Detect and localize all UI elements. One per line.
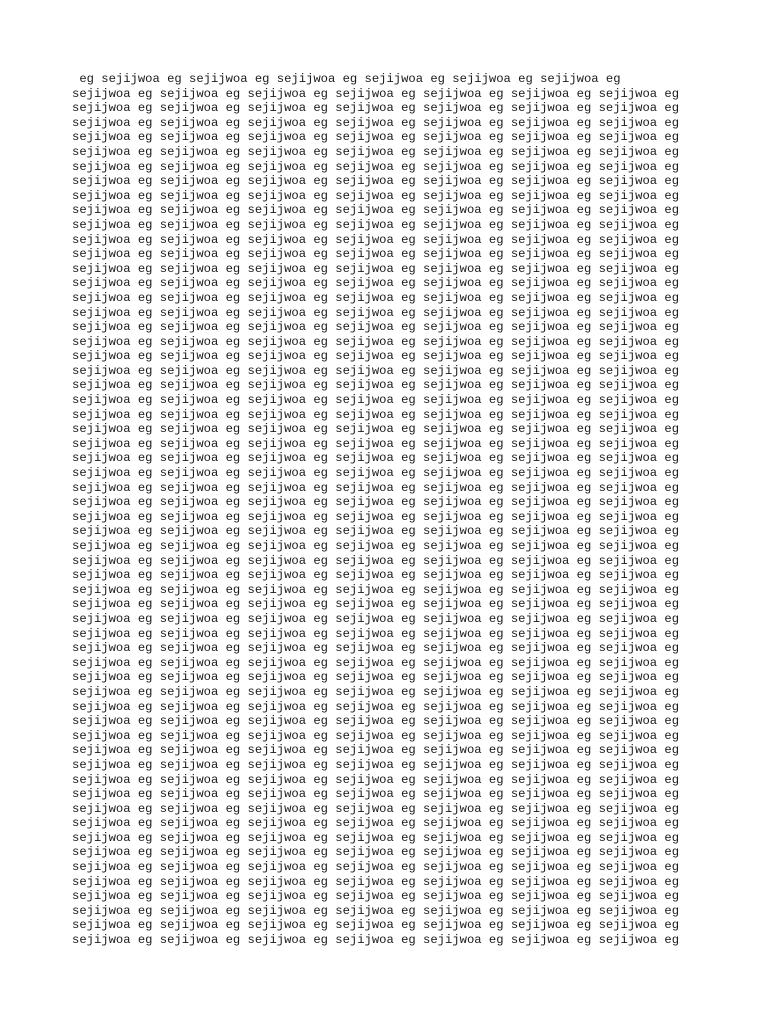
text-line: sejijwoa eg sejijwoa eg sejijwoa eg sejijwoa eg sejijwoa eg sejijwoa eg sejijwoa eg — [72, 174, 680, 189]
text-line: sejijwoa eg sejijwoa eg sejijwoa eg sejijwoa eg sejijwoa eg sejijwoa eg sejijwoa eg — [72, 611, 680, 626]
text-line: sejijwoa eg sejijwoa eg sejijwoa eg sejijwoa eg sejijwoa eg sejijwoa eg sejijwoa eg — [72, 582, 680, 597]
text-line: sejijwoa eg sejijwoa eg sejijwoa eg sejijwoa eg sejijwoa eg sejijwoa eg sejijwoa eg — [72, 305, 680, 320]
text-line: sejijwoa eg sejijwoa eg sejijwoa eg sejijwoa eg sejijwoa eg sejijwoa eg sejijwoa eg — [72, 101, 680, 116]
document-text-block — [72, 72, 712, 948]
text-line: sejijwoa eg sejijwoa eg sejijwoa eg sejijwoa eg sejijwoa eg sejijwoa eg sejijwoa eg — [72, 232, 680, 247]
text-line: sejijwoa eg sejijwoa eg sejijwoa eg sejijwoa eg sejijwoa eg sejijwoa eg sejijwoa eg — [72, 670, 680, 685]
text-line: sejijwoa eg sejijwoa eg sejijwoa eg sejijwoa eg sejijwoa eg sejijwoa eg sejijwoa eg — [72, 349, 680, 364]
text-line: sejijwoa eg sejijwoa eg sejijwoa eg sejijwoa eg sejijwoa eg sejijwoa eg sejijwoa eg — [72, 159, 680, 174]
text-line: sejijwoa eg sejijwoa eg sejijwoa eg sejijwoa eg sejijwoa eg sejijwoa eg sejijwoa eg — [72, 597, 680, 612]
text-line: sejijwoa eg sejijwoa eg sejijwoa eg sejijwoa eg sejijwoa eg sejijwoa eg sejijwoa eg — [72, 466, 680, 481]
text-line: sejijwoa eg sejijwoa eg sejijwoa eg sejijwoa eg sejijwoa eg sejijwoa eg sejijwoa eg — [72, 816, 680, 831]
text-line: sejijwoa eg sejijwoa eg sejijwoa eg sejijwoa eg sejijwoa eg sejijwoa eg sejijwoa eg — [72, 451, 680, 466]
text-line: sejijwoa eg sejijwoa eg sejijwoa eg sejijwoa eg sejijwoa eg sejijwoa eg sejijwoa eg — [72, 509, 680, 524]
text-line: sejijwoa eg sejijwoa eg sejijwoa eg sejijwoa eg sejijwoa eg sejijwoa eg sejijwoa eg — [72, 407, 680, 422]
text-line: sejijwoa eg sejijwoa eg sejijwoa eg sejijwoa eg sejijwoa eg sejijwoa eg sejijwoa eg — [72, 393, 680, 408]
text-line: sejijwoa eg sejijwoa eg sejijwoa eg sejijwoa eg sejijwoa eg sejijwoa eg sejijwoa eg — [72, 480, 680, 495]
text-line: sejijwoa eg sejijwoa eg sejijwoa eg sejijwoa eg sejijwoa eg sejijwoa eg sejijwoa eg — [72, 276, 680, 291]
text-line: sejijwoa eg sejijwoa eg sejijwoa eg sejijwoa eg sejijwoa eg sejijwoa eg sejijwoa eg — [72, 378, 680, 393]
text-line: sejijwoa eg sejijwoa eg sejijwoa eg sejijwoa eg sejijwoa eg sejijwoa eg sejijwoa eg — [72, 130, 680, 145]
text-line: sejijwoa eg sejijwoa eg sejijwoa eg sejijwoa eg sejijwoa eg sejijwoa eg sejijwoa eg — [72, 845, 680, 860]
text-line: sejijwoa eg sejijwoa eg sejijwoa eg sejijwoa eg sejijwoa eg sejijwoa eg sejijwoa eg — [72, 714, 680, 729]
text-line: sejijwoa eg sejijwoa eg sejijwoa eg sejijwoa eg sejijwoa eg sejijwoa eg sejijwoa eg — [72, 86, 680, 101]
text-line: sejijwoa eg sejijwoa eg sejijwoa eg sejijwoa eg sejijwoa eg sejijwoa eg sejijwoa eg — [72, 874, 680, 889]
text-line: sejijwoa eg sejijwoa eg sejijwoa eg sejijwoa eg sejijwoa eg sejijwoa eg sejijwoa eg — [72, 363, 680, 378]
text-line: sejijwoa eg sejijwoa eg sejijwoa eg sejijwoa eg sejijwoa eg sejijwoa eg sejijwoa eg — [72, 217, 680, 232]
text-line: sejijwoa eg sejijwoa eg sejijwoa eg sejijwoa eg sejijwoa eg sejijwoa eg sejijwoa eg — [72, 290, 680, 305]
text-line: sejijwoa eg sejijwoa eg sejijwoa eg sejijwoa eg sejijwoa eg sejijwoa eg sejijwoa eg — [72, 320, 680, 335]
text-line: sejijwoa eg sejijwoa eg sejijwoa eg sejijwoa eg sejijwoa eg sejijwoa eg sejijwoa eg — [72, 933, 680, 948]
text-line: sejijwoa eg sejijwoa eg sejijwoa eg sejijwoa eg sejijwoa eg sejijwoa eg sejijwoa eg — [72, 261, 680, 276]
text-line: sejijwoa eg sejijwoa eg sejijwoa eg sejijwoa eg sejijwoa eg sejijwoa eg sejijwoa eg — [72, 334, 680, 349]
text-line: sejijwoa eg sejijwoa eg sejijwoa eg sejijwoa eg sejijwoa eg sejijwoa eg sejijwoa eg — [72, 830, 680, 845]
text-line: sejijwoa eg sejijwoa eg sejijwoa eg sejijwoa eg sejijwoa eg sejijwoa eg sejijwoa eg — [72, 801, 680, 816]
text-line: sejijwoa eg sejijwoa eg sejijwoa eg sejijwoa eg sejijwoa eg sejijwoa eg sejijwoa eg — [72, 553, 680, 568]
text-line: sejijwoa eg sejijwoa eg sejijwoa eg sejijwoa eg sejijwoa eg sejijwoa eg sejijwoa eg — [72, 247, 680, 262]
text-line: sejijwoa eg sejijwoa eg sejijwoa eg sejijwoa eg sejijwoa eg sejijwoa eg sejijwoa eg — [72, 641, 680, 656]
text-line: sejijwoa eg sejijwoa eg sejijwoa eg sejijwoa eg sejijwoa eg sejijwoa eg sejijwoa eg — [72, 626, 680, 641]
text-line: sejijwoa eg sejijwoa eg sejijwoa eg sejijwoa eg sejijwoa eg sejijwoa eg sejijwoa eg — [72, 684, 680, 699]
text-line: sejijwoa eg sejijwoa eg sejijwoa eg sejijwoa eg sejijwoa eg sejijwoa eg sejijwoa eg — [72, 144, 680, 159]
text-line: sejijwoa eg sejijwoa eg sejijwoa eg sejijwoa eg sejijwoa eg sejijwoa eg sejijwoa eg — [72, 495, 680, 510]
text-line: sejijwoa eg sejijwoa eg sejijwoa eg sejijwoa eg sejijwoa eg sejijwoa eg sejijwoa eg — [72, 787, 680, 802]
text-line: sejijwoa eg sejijwoa eg sejijwoa eg sejijwoa eg sejijwoa eg sejijwoa eg sejijwoa eg — [72, 903, 680, 918]
text-line: sejijwoa eg sejijwoa eg sejijwoa eg sejijwoa eg sejijwoa eg sejijwoa eg sejijwoa eg — [72, 860, 680, 875]
text-line: sejijwoa eg sejijwoa eg sejijwoa eg sejijwoa eg sejijwoa eg sejijwoa eg sejijwoa eg — [72, 772, 680, 787]
text-line: sejijwoa eg sejijwoa eg sejijwoa eg sejijwoa eg sejijwoa eg sejijwoa eg sejijwoa eg — [72, 743, 680, 758]
text-line: sejijwoa eg sejijwoa eg sejijwoa eg sejijwoa eg sejijwoa eg sejijwoa eg sejijwoa eg — [72, 568, 680, 583]
text-line: sejijwoa eg sejijwoa eg sejijwoa eg sejijwoa eg sejijwoa eg sejijwoa eg sejijwoa eg — [72, 436, 680, 451]
text-line: sejijwoa eg sejijwoa eg sejijwoa eg sejijwoa eg sejijwoa eg sejijwoa eg sejijwoa eg — [72, 539, 680, 553]
text-line: sejijwoa eg sejijwoa eg sejijwoa eg sejijwoa eg sejijwoa eg sejijwoa eg sejijwoa eg — [72, 918, 680, 933]
text-line: sejijwoa eg sejijwoa eg sejijwoa eg sejijwoa eg sejijwoa eg sejijwoa eg sejijwoa eg — [72, 524, 680, 539]
text-line: sejijwoa eg sejijwoa eg sejijwoa eg sejijwoa eg sejijwoa eg sejijwoa eg sejijwoa eg — [72, 699, 680, 714]
text-line: sejijwoa eg sejijwoa eg sejijwoa eg sejijwoa eg sejijwoa eg sejijwoa eg sejijwoa eg — [72, 188, 680, 203]
text-line: sejijwoa eg sejijwoa eg sejijwoa eg sejijwoa eg sejijwoa eg sejijwoa eg sejijwoa eg — [72, 203, 680, 218]
text-line: sejijwoa eg sejijwoa eg sejijwoa eg sejijwoa eg sejijwoa eg sejijwoa eg sejijwoa eg — [72, 655, 680, 670]
text-line: sejijwoa eg sejijwoa eg sejijwoa eg sejijwoa eg sejijwoa eg sejijwoa eg sejijwoa eg — [72, 757, 680, 772]
text-line: sejijwoa eg sejijwoa eg sejijwoa eg sejijwoa eg sejijwoa eg sejijwoa eg sejijwoa eg — [72, 115, 680, 130]
text-line: sejijwoa eg sejijwoa eg sejijwoa eg sejijwoa eg sejijwoa eg sejijwoa eg sejijwoa eg — [72, 422, 680, 437]
text-line: eg sejijwoa eg sejijwoa eg sejijwoa eg sejijwoa eg sejijwoa eg sejijwoa eg — [72, 72, 621, 86]
text-line: sejijwoa eg sejijwoa eg sejijwoa eg sejijwoa eg sejijwoa eg sejijwoa eg sejijwoa eg — [72, 728, 680, 743]
text-line: sejijwoa eg sejijwoa eg sejijwoa eg sejijwoa eg sejijwoa eg sejijwoa eg sejijwoa eg — [72, 889, 680, 904]
